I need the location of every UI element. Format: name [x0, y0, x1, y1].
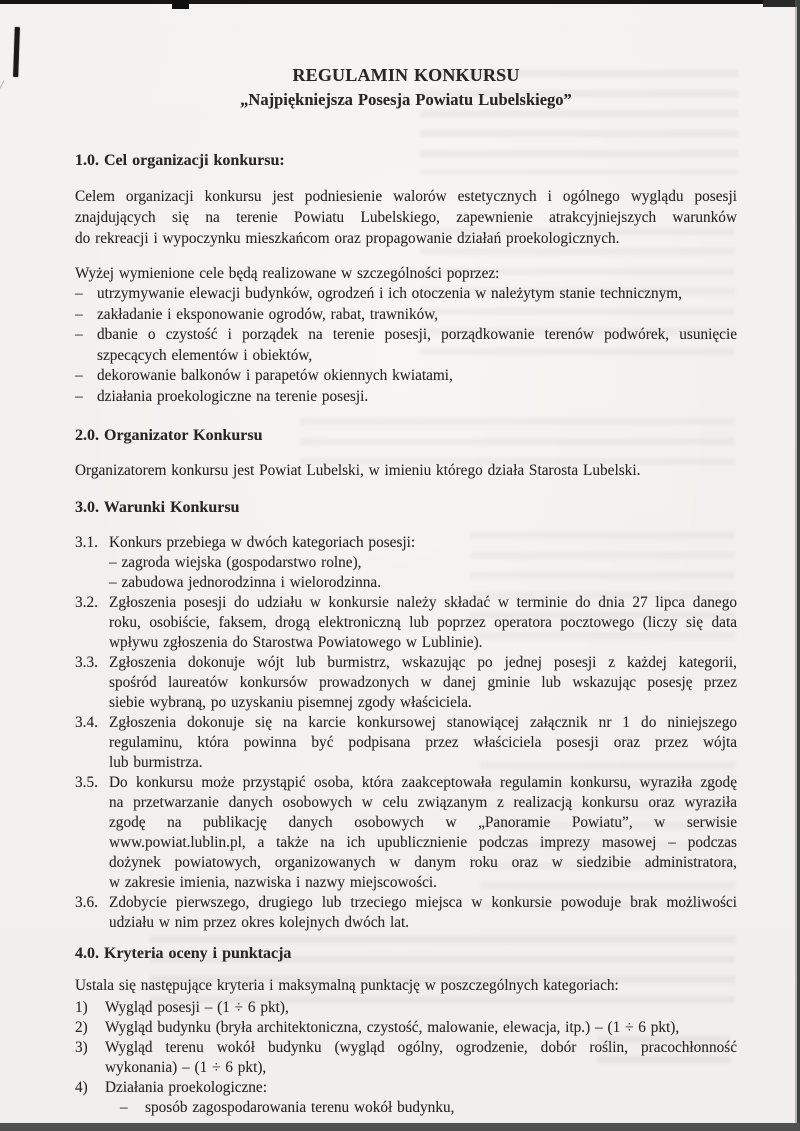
text-line: Zgłoszenia dokonuje wójt lub burmistrz, wskazując po jednej posesji z każdej kategorii,: [109, 654, 737, 671]
text-line: Zdobycie pierwszego, drugiego lub trzeciego miejsca w konkursie powoduje brak możliwości: [109, 894, 737, 911]
scan-artifact-stamp: [13, 27, 20, 77]
text-line: dożynek powiatowych, organizowanych w danym roku oraz w siedzibie administratora,: [109, 854, 737, 871]
list-item: [75, 653, 737, 713]
list-item: [75, 773, 737, 893]
text-line: roku, osobiście, faksem, drogą elektroniczną lub poprzez operatora pocztowego (liczy się data: [109, 614, 737, 631]
text-line: utrzymywanie elewacji budynków, ogrodzeń i ich otoczenia w należytym stanie technicznym,: [97, 285, 682, 302]
list-item: [75, 998, 737, 1018]
dash-marker: –: [75, 367, 83, 384]
text-line: działania proekologiczne na terenie posesji.: [97, 387, 369, 405]
section-heading-1: 1.0. Cel organizacji konkursu:: [75, 152, 285, 169]
list-item: [75, 387, 737, 408]
list-item: [75, 1018, 737, 1038]
goals-bullet-list: [75, 284, 737, 407]
text-line: – zabudowa jednorodzinna i wielorodzinna.: [109, 574, 382, 591]
text-line: Wygląd budynku (bryła architektoniczna, czystość, malowanie, elewacja, itp.) – (1 ÷ 6 pkt),: [105, 1019, 680, 1036]
text-line: wykonania) – (1 ÷ 6 pkt),: [105, 1059, 267, 1076]
text-line: www.powiat.lublin.pl, a także na ich upublicznienie podczas imprezy masowej – podczas: [109, 834, 737, 851]
section-heading-3: 3.0. Warunki Konkursu: [75, 499, 240, 516]
item-number: 4): [75, 1079, 88, 1096]
item-number: 2): [75, 1019, 88, 1036]
text-line: Wygląd terenu wokół budynku (wygląd ogólny, ogrodzenie, dobór roślin, pracochłonność: [105, 1039, 737, 1056]
text-line: Zgłoszenia posesji do udziału w konkursie należy składać w terminie do dnia 27 lipca danego: [109, 594, 737, 611]
text-line: zakładanie i eksponowanie ogrodów, rabat, trawników,: [97, 305, 439, 323]
list-item: [75, 325, 737, 366]
list-item: [75, 1038, 737, 1078]
text-line: regulaminu, która powinna być podpisana przez właściciela posesji oraz przez wójta: [109, 734, 737, 751]
text-line: – zagroda wiejska (gospodarstwo rolne),: [109, 554, 362, 571]
conditions-list: [75, 533, 737, 933]
text-line: na przetwarzanie danych osobowych w celu związanym z realizacją konkursu oraz wyraziła: [109, 794, 737, 811]
item-number: 3): [75, 1039, 88, 1056]
text-line: do rekreacji i wypoczynku mieszkańcom oraz propagowanie działań proekologicznych.: [75, 230, 620, 247]
criteria-list: [75, 998, 737, 1118]
sub-list-item: [105, 1098, 737, 1118]
item-number: 3.1.: [75, 534, 98, 551]
scan-bottom-edge: [0, 1123, 800, 1131]
item-number: 1): [75, 999, 88, 1016]
list-item: [75, 893, 737, 933]
dash-marker: –: [120, 1099, 128, 1116]
criteria-intro: Ustala się następujące kryteria i maksymalną punktację w poszczególnych kategoriach:: [75, 977, 619, 994]
dash-marker: –: [75, 326, 83, 343]
list-item: [75, 713, 737, 773]
text-line: Działania proekologiczne:: [105, 1079, 267, 1096]
text-line: dbanie o czystość i porządek na terenie posesji, porządkowanie terenów podwórek, usunięcie: [97, 326, 737, 343]
document-subtitle: „Najpiękniejsza Posesja Powiatu Lubelskiego”: [240, 90, 572, 109]
paragraph-goal: [75, 186, 737, 249]
text-line: Do konkursu może przystąpić osoba, która zaakceptowała regulamin konkursu, wyraziła zgodę: [109, 774, 737, 791]
text-line: w zakresie imienia, nazwiska i nazwy miejscowości.: [109, 874, 437, 891]
text-line: sposób zagospodarowania terenu wokół budynku,: [145, 1099, 455, 1116]
item-number: 3.2.: [75, 594, 98, 611]
text-line: Konkurs przebiega w dwóch kategoriach posesji:: [109, 534, 416, 551]
list-item: [75, 593, 737, 653]
list-item: [75, 1078, 737, 1118]
item-number: 3.4.: [75, 714, 98, 731]
item-number: 3.5.: [75, 774, 98, 791]
text-line: siebie wybraną, po uzyskaniu pisemnej zgody właściciela.: [109, 694, 472, 711]
text-line: udziału w nim przez okres kolejnych dwóch lat.: [109, 914, 410, 931]
list-item: [75, 284, 737, 305]
list-intro: Wyżej wymienione cele będą realizowane w szczególności poprzez:: [75, 265, 500, 282]
section-heading-2: 2.0. Organizator Konkursu: [75, 427, 263, 444]
text-line: znajdujących się na terenie Powiatu Lubelskiego, zapewnienie atrakcyjniejszych warunków: [75, 209, 737, 226]
text-line: spośród laureatów konkursów prowadzonych w danej gminie lub wskazując posesję przez: [109, 674, 737, 691]
text-line: dekorowanie balkonów i parapetów okiennych kwiatami,: [97, 367, 453, 384]
section-heading-4: 4.0. Kryteria oceny i punktacja: [75, 945, 292, 962]
dash-marker: –: [75, 387, 83, 405]
list-item: [75, 366, 737, 387]
scan-artifact-line: [0, 80, 4, 110]
scan-top-right-notch: [763, 0, 797, 7]
text-line: zgodę na publikację danych osobowych w „Panoramie Powiatu”, w serwisie: [109, 814, 737, 831]
document-body: [75, 64, 737, 1118]
text-line: wpływu zgłoszenia do Starostwa Powiatowego w Lublinie).: [109, 634, 483, 651]
paragraph-organizer: Organizatorem konkursu jest Powiat Lubelski, w imieniu którego działa Starosta Lubelski.: [75, 462, 641, 479]
scan-top-notch: [172, 0, 189, 9]
text-line: lub burmistrza.: [109, 754, 203, 771]
document-title: REGULAMIN KONKURSU: [292, 65, 520, 85]
item-number: 3.6.: [75, 894, 98, 911]
text-line: szpecących elementów i obiektów,: [97, 346, 313, 364]
list-item: [75, 533, 737, 593]
list-item: [75, 305, 737, 326]
item-number: 3.3.: [75, 654, 98, 671]
dash-marker: –: [75, 285, 83, 302]
text-line: Celem organizacji konkursu jest podniesienie walorów estetycznych i ogólnego wyglądu posesji: [75, 188, 737, 205]
dash-marker: –: [75, 305, 83, 323]
text-line: Wygląd posesji – (1 ÷ 6 pkt),: [105, 999, 289, 1016]
text-line: Zgłoszenia dokonuje się na karcie konkursowej stanowiącej załącznik nr 1 do niniejszego: [109, 714, 737, 731]
scan-top-edge: [0, 0, 800, 4]
